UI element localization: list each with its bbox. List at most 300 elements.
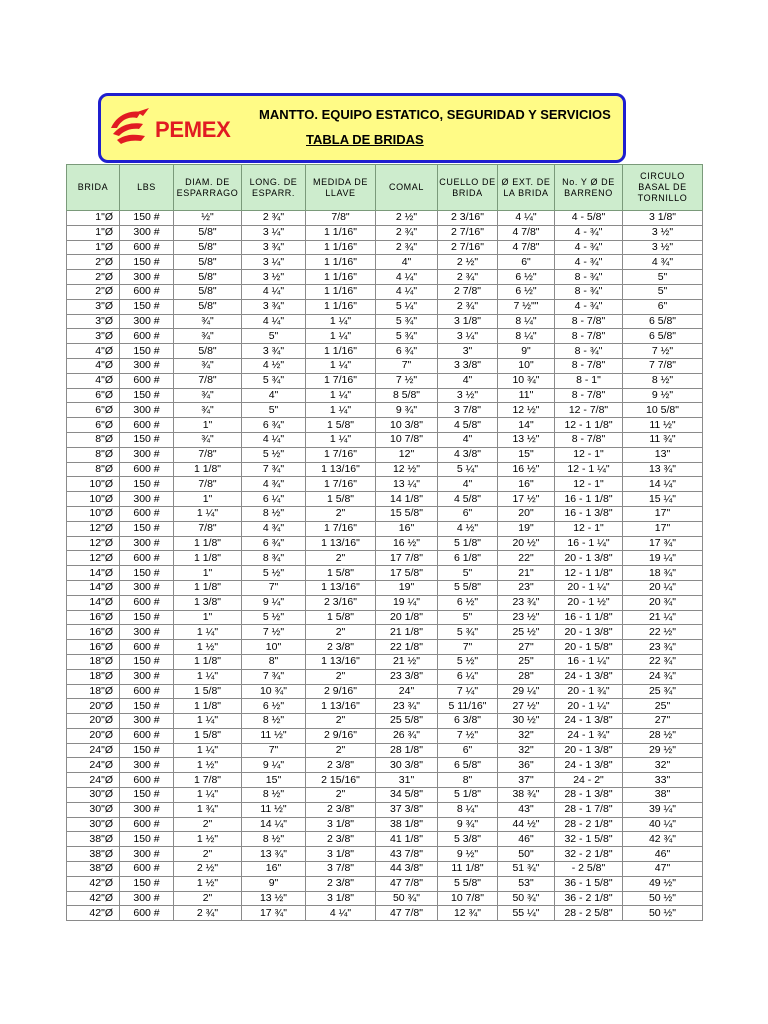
table-cell: 29 ¼" — [498, 684, 555, 699]
table-cell: 14 ¼" — [623, 477, 703, 492]
table-cell: 20"Ø — [67, 714, 120, 729]
table-cell: 8 ¼" — [498, 314, 555, 329]
table-cell: 5 3/8" — [438, 832, 498, 847]
table-cell: 5 5/8" — [438, 876, 498, 891]
table-cell: 5 ¾" — [438, 625, 498, 640]
table-cell: 20 1/8" — [376, 610, 438, 625]
table-cell: 10"Ø — [67, 492, 120, 507]
table-cell: 26 ¾" — [376, 728, 438, 743]
table-cell: 1 5/8" — [306, 418, 376, 433]
table-cell: 1 ¼" — [174, 714, 242, 729]
table-cell: 2" — [306, 714, 376, 729]
table-cell: 5" — [242, 329, 306, 344]
table-cell: 3 ¾" — [242, 344, 306, 359]
table-cell: 4 - ¾" — [555, 299, 623, 314]
table-cell: 7 ½" — [376, 373, 438, 388]
table-cell: 3 1/8" — [623, 211, 703, 226]
table-cell: 6" — [623, 299, 703, 314]
table-cell: 16"Ø — [67, 640, 120, 655]
table-cell: 1 7/8" — [174, 773, 242, 788]
table-cell: 1"Ø — [67, 240, 120, 255]
table-cell: 600 # — [120, 284, 174, 299]
table-cell: 36" — [498, 758, 555, 773]
table-cell: 150 # — [120, 299, 174, 314]
table-row — [67, 551, 703, 566]
table-cell: 8"Ø — [67, 432, 120, 447]
table-cell: 2 ¾" — [242, 211, 306, 226]
table-cell: 19 ¼" — [623, 551, 703, 566]
table-cell: 4" — [438, 477, 498, 492]
table-row — [67, 314, 703, 329]
table-cell: 11 1/8" — [438, 862, 498, 877]
table-row — [67, 817, 703, 832]
table-cell: 13 ¾" — [623, 462, 703, 477]
table-row — [67, 743, 703, 758]
table-cell: 16 ½" — [376, 536, 438, 551]
table-cell: 8 ½" — [623, 373, 703, 388]
table-cell: 150 # — [120, 832, 174, 847]
table-cell: 23 ½" — [498, 610, 555, 625]
table-cell: 1 13/16" — [306, 536, 376, 551]
table-cell: 12 - 1" — [555, 521, 623, 536]
table-cell: 2" — [306, 551, 376, 566]
table-cell: 24"Ø — [67, 758, 120, 773]
table-cell: 20"Ø — [67, 728, 120, 743]
table-row — [67, 654, 703, 669]
table-cell: 1 3/8" — [174, 595, 242, 610]
table-cell: 4 ¼" — [242, 314, 306, 329]
table-cell: 47 7/8" — [376, 876, 438, 891]
table-cell: 2 ¾" — [438, 270, 498, 285]
table-cell: 7/8" — [174, 373, 242, 388]
table-cell: 32" — [498, 743, 555, 758]
table-cell: 32" — [498, 728, 555, 743]
table-cell: 23 ¾" — [498, 595, 555, 610]
table-cell: 9 ¾" — [376, 403, 438, 418]
table-cell: 7" — [242, 580, 306, 595]
table-cell: 28 1/8" — [376, 743, 438, 758]
logo-text: PEMEX — [155, 117, 231, 142]
table-cell: 2 3/8" — [306, 802, 376, 817]
table-cell: 300 # — [120, 758, 174, 773]
table-cell: 32" — [623, 758, 703, 773]
table-cell: 15 5/8" — [376, 506, 438, 521]
page-subtitle: TABLA DE BRIDAS — [306, 132, 424, 147]
table-cell: 6" — [498, 255, 555, 270]
table-cell: 12 - 1 ¼" — [555, 462, 623, 477]
table-cell: 5 11/16" — [438, 699, 498, 714]
table-cell: 30"Ø — [67, 802, 120, 817]
table-row — [67, 388, 703, 403]
table-cell: 44 3/8" — [376, 862, 438, 877]
table-cell: 12 - 1 1/8" — [555, 418, 623, 433]
table-cell: 47" — [623, 862, 703, 877]
table-row — [67, 669, 703, 684]
table-cell: 20 - 1 3/8" — [555, 625, 623, 640]
table-cell: 4 ½" — [242, 358, 306, 373]
table-cell: 15 ¼" — [623, 492, 703, 507]
table-cell: 4 ¾" — [242, 477, 306, 492]
table-cell: 9 ½" — [438, 847, 498, 862]
table-cell: 3" — [438, 344, 498, 359]
table-cell: 4" — [376, 255, 438, 270]
table-cell: 38" — [623, 788, 703, 803]
table-cell: 1 1/16" — [306, 270, 376, 285]
table-cell: 1 ¼" — [174, 788, 242, 803]
table-cell: 150 # — [120, 788, 174, 803]
table-cell: 1 1/8" — [174, 580, 242, 595]
table-cell: 150 # — [120, 699, 174, 714]
table-cell: 5/8" — [174, 270, 242, 285]
table-cell: 4 3/8" — [438, 447, 498, 462]
table-cell: 2" — [174, 847, 242, 862]
table-row — [67, 462, 703, 477]
table-cell: 14"Ø — [67, 566, 120, 581]
table-row — [67, 211, 703, 226]
table-cell: 2" — [306, 788, 376, 803]
table-cell: 36 - 2 1/8" — [555, 891, 623, 906]
table-row — [67, 610, 703, 625]
table-row — [67, 506, 703, 521]
table-cell: 24 - 2" — [555, 773, 623, 788]
table-cell: 11" — [498, 388, 555, 403]
table-row — [67, 284, 703, 299]
column-header: DIAM. DE ESPARRAGO — [174, 165, 242, 211]
table-cell: 3 3/8" — [438, 358, 498, 373]
table-cell: 2 ¾" — [438, 299, 498, 314]
table-cell: 20 - 1 3/8" — [555, 551, 623, 566]
table-cell: 3 ½" — [242, 270, 306, 285]
table-row — [67, 684, 703, 699]
table-cell: 600 # — [120, 595, 174, 610]
table-cell: 20 - 1 5/8" — [555, 640, 623, 655]
table-cell: 14"Ø — [67, 580, 120, 595]
table-cell: 4 - ¾" — [555, 240, 623, 255]
table-cell: 4 5/8" — [438, 492, 498, 507]
table-cell: 7 ½" — [438, 728, 498, 743]
table-cell: 10"Ø — [67, 477, 120, 492]
table-cell: 20 - 1 3/8" — [555, 743, 623, 758]
table-cell: 300 # — [120, 447, 174, 462]
table-cell: 4 ¼" — [242, 284, 306, 299]
page-title: MANTTO. EQUIPO ESTATICO, SEGURIDAD Y SERVICIOS — [259, 107, 611, 122]
table-cell: 1 7/16" — [306, 373, 376, 388]
table-cell: 22 1/8" — [376, 640, 438, 655]
table-cell: 8 ½" — [242, 506, 306, 521]
table-cell: 7 ½" — [242, 625, 306, 640]
table-cell: 1 ¼" — [306, 329, 376, 344]
table-cell: 16" — [498, 477, 555, 492]
table-cell: 32 - 1 5/8" — [555, 832, 623, 847]
table-row — [67, 477, 703, 492]
table-cell: 7" — [438, 640, 498, 655]
table-cell: 5 1/8" — [438, 536, 498, 551]
table-cell: 6 ¼" — [242, 492, 306, 507]
table-cell: 3 1/8" — [306, 891, 376, 906]
table-cell: 17" — [623, 521, 703, 536]
table-cell: 10 ¾" — [498, 373, 555, 388]
table-row — [67, 758, 703, 773]
table-body — [67, 211, 703, 921]
table-cell: 9 ¼" — [242, 758, 306, 773]
column-header: MEDIDA DE LLAVE — [306, 165, 376, 211]
table-row — [67, 773, 703, 788]
table-cell: 8 - ¾" — [555, 284, 623, 299]
table-cell: 5" — [438, 566, 498, 581]
table-cell: 11 ½" — [242, 728, 306, 743]
table-cell: 4 ¼" — [376, 270, 438, 285]
table-cell: 1 ¼" — [306, 314, 376, 329]
bridas-table — [66, 164, 703, 921]
table-cell: 4"Ø — [67, 373, 120, 388]
table-cell: 300 # — [120, 669, 174, 684]
table-cell: 1" — [174, 418, 242, 433]
table-cell: 2 7/16" — [438, 240, 498, 255]
table-row — [67, 418, 703, 433]
table-cell: 2 ¾" — [376, 240, 438, 255]
table-cell: 18"Ø — [67, 684, 120, 699]
table-cell: 31" — [376, 773, 438, 788]
table-cell: 6 ½" — [498, 270, 555, 285]
table-cell: 3 7/8" — [438, 403, 498, 418]
table-cell: 5" — [623, 284, 703, 299]
table-cell: 150 # — [120, 477, 174, 492]
table-cell: 3 ½" — [623, 240, 703, 255]
table-cell: 300 # — [120, 225, 174, 240]
table-cell: 2"Ø — [67, 255, 120, 270]
table-cell: 1 1/16" — [306, 240, 376, 255]
table-cell: 1 7/16" — [306, 477, 376, 492]
table-cell: 29 ½" — [623, 743, 703, 758]
table-cell: 6 5/8" — [438, 758, 498, 773]
table-cell: 23 3/8" — [376, 669, 438, 684]
table-cell: 300 # — [120, 536, 174, 551]
table-cell: 4 ¾" — [242, 521, 306, 536]
table-cell: 16"Ø — [67, 610, 120, 625]
table-cell: 30"Ø — [67, 817, 120, 832]
table-cell: 30 ½" — [498, 714, 555, 729]
table-cell: 4" — [438, 373, 498, 388]
table-cell: 42"Ø — [67, 876, 120, 891]
table-cell: 16 - 1 ¼" — [555, 654, 623, 669]
table-cell: 1 ¼" — [174, 669, 242, 684]
table-cell: 6 ½" — [438, 595, 498, 610]
table-cell: 300 # — [120, 358, 174, 373]
table-cell: 25 ½" — [498, 625, 555, 640]
table-cell: 1 ¾" — [174, 802, 242, 817]
table-cell: 17 ¾" — [242, 906, 306, 921]
table-cell: 1 13/16" — [306, 462, 376, 477]
table-cell: 3 ¼" — [242, 225, 306, 240]
table-cell: 1 1/16" — [306, 284, 376, 299]
table-row — [67, 225, 703, 240]
table-cell: 5/8" — [174, 240, 242, 255]
table-row — [67, 299, 703, 314]
table-row — [67, 403, 703, 418]
table-cell: 6"Ø — [67, 403, 120, 418]
table-cell: 1 1/16" — [306, 344, 376, 359]
table-cell: 1 5/8" — [306, 492, 376, 507]
table-cell: 30"Ø — [67, 788, 120, 803]
table-cell: 46" — [498, 832, 555, 847]
table-cell: 1 ½" — [174, 758, 242, 773]
table-cell: 8 ¾" — [242, 551, 306, 566]
table-cell: 5 ½" — [242, 447, 306, 462]
table-row — [67, 521, 703, 536]
table-cell: 20" — [498, 506, 555, 521]
table-cell: 13" — [623, 447, 703, 462]
table-cell: 7/8" — [174, 477, 242, 492]
table-row — [67, 714, 703, 729]
table-cell: 38 ¾" — [498, 788, 555, 803]
table-cell: 1 1/8" — [174, 551, 242, 566]
table-cell: 2" — [306, 625, 376, 640]
table-cell: 12 - 1" — [555, 477, 623, 492]
table-cell: 2 15/16" — [306, 773, 376, 788]
table-cell: 41 1/8" — [376, 832, 438, 847]
table-row — [67, 492, 703, 507]
table-cell: ½" — [174, 211, 242, 226]
column-header: Ø EXT. DE LA BRIDA — [498, 165, 555, 211]
table-cell: 300 # — [120, 403, 174, 418]
table-cell: ¾" — [174, 403, 242, 418]
table-cell: 10" — [242, 640, 306, 655]
table-cell: 13 ¼" — [376, 477, 438, 492]
table-cell: 600 # — [120, 329, 174, 344]
table-cell: 47 7/8" — [376, 906, 438, 921]
pemex-logo — [107, 104, 231, 150]
table-cell: 5 ¾" — [376, 329, 438, 344]
table-cell: 1 ½" — [174, 640, 242, 655]
table-row — [67, 270, 703, 285]
table-cell: 5 1/8" — [438, 788, 498, 803]
table-cell: 21 ½" — [376, 654, 438, 669]
table-cell: 8 ½" — [242, 832, 306, 847]
table-row — [67, 255, 703, 270]
table-cell: 8" — [242, 654, 306, 669]
table-cell: 9" — [242, 876, 306, 891]
table-cell: 42 ¾" — [623, 832, 703, 847]
table-cell: 4 5/8" — [438, 418, 498, 433]
table-row — [67, 432, 703, 447]
table-cell: 24" — [376, 684, 438, 699]
table-cell: 4 7/8" — [498, 240, 555, 255]
table-cell: 600 # — [120, 817, 174, 832]
table-cell: 50" — [498, 847, 555, 862]
table-cell: 17 5/8" — [376, 566, 438, 581]
table-cell: 12 ¾" — [438, 906, 498, 921]
table-cell: 9 ¼" — [242, 595, 306, 610]
table-row — [67, 344, 703, 359]
table-cell: 50 ¾" — [498, 891, 555, 906]
table-cell: 1 ¼" — [174, 625, 242, 640]
table-cell: 6 ¾" — [242, 536, 306, 551]
table-cell: 150 # — [120, 432, 174, 447]
table-cell: 3 ¼" — [438, 329, 498, 344]
table-row — [67, 728, 703, 743]
table-cell: 5 ½" — [242, 610, 306, 625]
table-cell: 5 ½" — [438, 654, 498, 669]
table-cell: 7 ¼" — [438, 684, 498, 699]
table-cell: 25 ¾" — [623, 684, 703, 699]
table-cell: 24"Ø — [67, 743, 120, 758]
column-header: COMAL — [376, 165, 438, 211]
table-cell: 2"Ø — [67, 270, 120, 285]
table-row — [67, 595, 703, 610]
table-row — [67, 876, 703, 891]
table-cell: 3"Ø — [67, 314, 120, 329]
table-row — [67, 625, 703, 640]
table-cell: 8 - 7/8" — [555, 314, 623, 329]
table-cell: 2" — [306, 743, 376, 758]
table-cell: 17 7/8" — [376, 551, 438, 566]
table-cell: 8 - 7/8" — [555, 329, 623, 344]
table-cell: 1 5/8" — [174, 728, 242, 743]
table-cell: 1" — [174, 610, 242, 625]
table-cell: 28 - 2 5/8" — [555, 906, 623, 921]
table-cell: 600 # — [120, 373, 174, 388]
table-cell: 7 ½"" — [498, 299, 555, 314]
table-cell: 600 # — [120, 506, 174, 521]
table-cell: 4 - 5/8" — [555, 211, 623, 226]
table-cell: 17" — [623, 506, 703, 521]
table-cell: 6"Ø — [67, 418, 120, 433]
table-cell: 2 ½" — [438, 255, 498, 270]
table-cell: 2 9/16" — [306, 728, 376, 743]
table-cell: 16" — [242, 862, 306, 877]
table-cell: 16 - 1 3/8" — [555, 506, 623, 521]
table-cell: 20"Ø — [67, 699, 120, 714]
table-cell: 1 13/16" — [306, 654, 376, 669]
table-cell: ¾" — [174, 329, 242, 344]
table-cell: 600 # — [120, 684, 174, 699]
table-row — [67, 240, 703, 255]
table-cell: 37" — [498, 773, 555, 788]
table-cell: 3 ¾" — [242, 299, 306, 314]
table-cell: 24 ¾" — [623, 669, 703, 684]
table-cell: 24 - 1 3/8" — [555, 758, 623, 773]
table-cell: 600 # — [120, 462, 174, 477]
table-row — [67, 802, 703, 817]
table-cell: 7/8" — [174, 447, 242, 462]
table-cell: 20 - 1 ¼" — [555, 699, 623, 714]
table-row — [67, 566, 703, 581]
table-cell: 5/8" — [174, 299, 242, 314]
table-cell: 8"Ø — [67, 462, 120, 477]
table-cell: 2 ½" — [174, 862, 242, 877]
table-cell: 6 ½" — [498, 284, 555, 299]
table-header-row — [67, 165, 703, 211]
table-cell: ¾" — [174, 432, 242, 447]
table-cell: 13 ½" — [242, 891, 306, 906]
table-cell: 10 5/8" — [623, 403, 703, 418]
table-cell: 39 ¼" — [623, 802, 703, 817]
table-cell: 600 # — [120, 640, 174, 655]
table-cell: 5 ¾" — [376, 314, 438, 329]
table-cell: 7/8" — [174, 521, 242, 536]
table-cell: 7 7/8" — [623, 358, 703, 373]
table-cell: 38"Ø — [67, 862, 120, 877]
table-cell: 25 5/8" — [376, 714, 438, 729]
table-cell: 6" — [438, 743, 498, 758]
table-cell: 18 ¾" — [623, 566, 703, 581]
table-cell: 21 ¼" — [623, 610, 703, 625]
table-cell: 14" — [498, 418, 555, 433]
table-cell: 150 # — [120, 521, 174, 536]
table-cell: 4 ¾" — [623, 255, 703, 270]
table-cell: 5 ½" — [242, 566, 306, 581]
table-cell: 51 ¾" — [498, 862, 555, 877]
